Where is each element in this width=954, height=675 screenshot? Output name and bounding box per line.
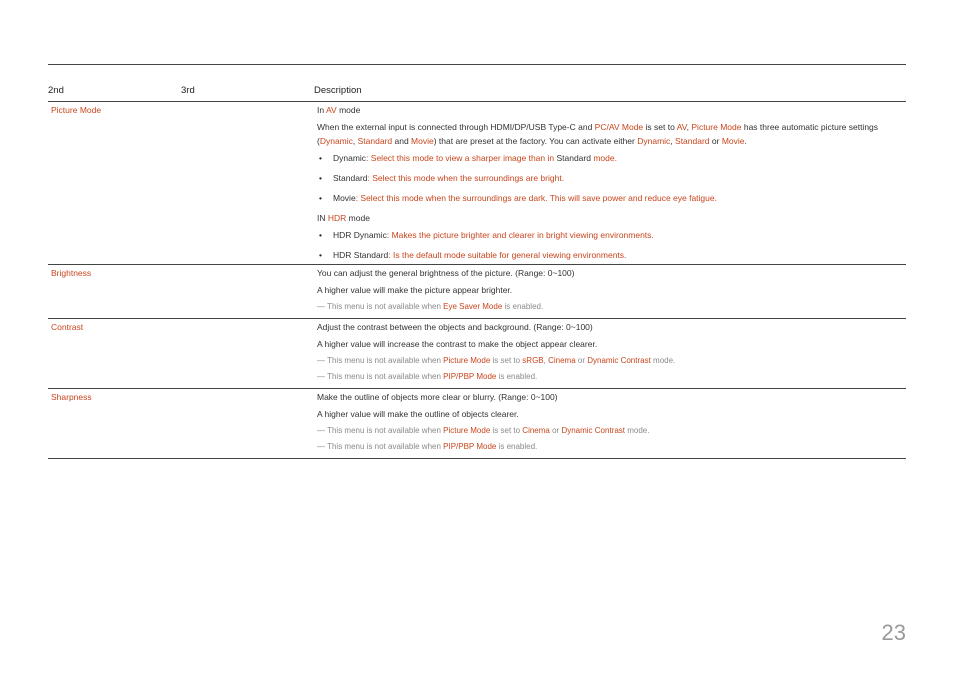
text-segment: mode.	[625, 426, 650, 435]
text-segment: .	[744, 136, 747, 146]
text-segment: HDR Standard	[333, 250, 389, 260]
text-segment: mode	[346, 213, 370, 223]
contrast-note-2	[317, 370, 906, 384]
desc-contrast	[317, 319, 906, 388]
bullet-movie	[317, 191, 906, 205]
sharpness-line-1: Make the outline of objects more clear or blurry. (Range: 0~100)	[317, 392, 558, 402]
bullet-hdr-standard	[317, 248, 906, 262]
desc-brightness	[317, 265, 906, 318]
text-segment: ,	[686, 122, 692, 132]
bullet-icon: •	[319, 250, 322, 260]
highlighted-term: Standard	[357, 136, 393, 146]
hdr-mode-line	[317, 211, 906, 225]
highlighted-term: Dynamic Contrast	[561, 426, 626, 435]
highlighted-term: Eye Saver Mode	[443, 302, 503, 311]
text-segment: is set to	[643, 122, 677, 132]
label-brightness[interactable]: Brightness	[51, 268, 92, 278]
text-segment: IN	[317, 213, 328, 223]
text-segment: ― This menu is not available when	[317, 442, 444, 451]
brightness-line-1: You can adjust the general brightness of the picture. (Range: 0~100)	[317, 268, 575, 278]
sharpness-note-1	[317, 424, 906, 438]
text-segment: or	[575, 356, 588, 365]
row-contrast	[48, 319, 906, 389]
highlighted-term: PC/AV Mode	[594, 122, 644, 132]
text-segment: is enabled.	[496, 372, 538, 381]
text-segment: ,	[352, 136, 358, 146]
highlighted-term: : Makes the picture brighter and clearer in bright viewing environments.	[386, 230, 654, 240]
text-segment: and	[392, 136, 412, 146]
label-sharpness[interactable]: Sharpness	[51, 392, 92, 402]
header-3rd: 3rd	[181, 85, 195, 96]
highlighted-term: PIP/PBP Mode	[443, 442, 497, 451]
text-segment: is enabled.	[496, 442, 538, 451]
highlighted-term: Dynamic Contrast	[587, 356, 651, 365]
bullet-text	[333, 173, 564, 183]
highlighted-term: : Select this mode to view a sharper image than in	[366, 153, 557, 163]
text-segment: or	[549, 426, 562, 435]
text-segment: In	[317, 105, 326, 115]
brightness-line-2: A higher value will make the picture appear brighter.	[317, 285, 513, 295]
text-segment: ― This menu is not available when	[317, 302, 444, 311]
text-segment: has three automatic picture settings (	[317, 122, 879, 146]
text-segment: Dynamic	[333, 153, 367, 163]
text-segment: ― This menu is not available when	[317, 372, 444, 381]
label-picture-mode[interactable]: Picture Mode	[51, 105, 102, 115]
text-segment: or	[709, 136, 722, 146]
highlighted-term: sRGB	[522, 356, 544, 365]
brightness-note-1	[317, 300, 906, 314]
highlighted-term: Dynamic	[319, 136, 353, 146]
highlighted-term: Standard	[675, 136, 710, 146]
header-description: Description	[314, 85, 362, 96]
contrast-line-1: Adjust the contrast between the objects and background. (Range: 0~100)	[317, 322, 593, 332]
text-segment: ,	[670, 136, 676, 146]
desc-picture-mode	[317, 102, 906, 264]
text-segment: is set to	[490, 426, 523, 435]
av-mode-line	[317, 103, 906, 117]
text-segment: is set to	[490, 356, 523, 365]
manual-page	[48, 64, 906, 459]
contrast-line-2: A higher value will increase the contrast to make the object appear clearer.	[317, 339, 598, 349]
text-segment: ― This menu is not available when	[317, 426, 444, 435]
text-segment: When the external input is connected through HDMI/DP/USB Type-C and	[317, 122, 595, 132]
text-segment: mode	[336, 105, 361, 115]
row-sharpness	[48, 389, 906, 459]
text-segment: mode.	[650, 356, 676, 365]
highlighted-term: : Select this mode when the surroundings are bright.	[367, 173, 565, 183]
contrast-note-1	[317, 354, 906, 368]
bullet-icon: •	[319, 230, 322, 240]
text-segment: Standard	[556, 153, 591, 163]
bullet-text	[333, 230, 654, 240]
label-contrast[interactable]: Contrast	[51, 322, 84, 332]
highlighted-term: Dynamic	[637, 136, 671, 146]
bullet-icon: •	[319, 153, 322, 163]
sharpness-line-2: A higher value will make the outline of objects clearer.	[317, 409, 519, 419]
desc-sharpness	[317, 389, 906, 458]
text-segment: ) that are preset at the factory. You can activate either	[433, 136, 638, 146]
highlighted-term: Cinema	[522, 426, 550, 435]
highlighted-term: Picture Mode	[443, 426, 491, 435]
highlighted-term: Cinema	[548, 356, 576, 365]
highlighted-term: PIP/PBP Mode	[443, 372, 497, 381]
row-brightness	[48, 265, 906, 319]
header-2nd: 2nd	[48, 85, 64, 96]
bullet-hdr-dynamic	[317, 228, 906, 242]
bullet-icon: •	[319, 193, 322, 203]
bullet-text	[333, 250, 626, 260]
highlighted-term: AV	[325, 105, 337, 115]
bullet-text	[333, 193, 717, 203]
text-segment: Standard	[333, 173, 368, 183]
highlighted-term: mode.	[590, 153, 617, 163]
highlighted-term: Picture Mode	[443, 356, 491, 365]
text-segment: ,	[543, 356, 549, 365]
sharpness-note-2	[317, 440, 906, 454]
highlighted-term: AV	[676, 122, 687, 132]
bullet-icon: •	[319, 173, 322, 183]
bullet-text	[333, 153, 617, 163]
highlighted-term: Picture Mode	[691, 122, 742, 132]
highlighted-term: Movie	[411, 136, 434, 146]
external-input-paragraph	[317, 120, 906, 148]
bullet-standard	[317, 171, 906, 185]
bullet-dynamic	[317, 151, 906, 165]
text-segment: Movie	[333, 193, 356, 203]
text-segment: is enabled.	[502, 302, 544, 311]
highlighted-term: Movie	[721, 136, 745, 146]
page-number: 23	[881, 620, 906, 645]
text-segment: HDR Dynamic	[333, 230, 387, 240]
text-segment: ― This menu is not available when	[317, 356, 444, 365]
table-header	[48, 65, 906, 102]
row-picture-mode	[48, 102, 906, 265]
highlighted-term: : Is the default mode suitable for general viewing environments.	[388, 250, 627, 260]
highlighted-term: : Select this mode when the surroundings are dark. This will save power and reduce eye fatigue.	[355, 193, 717, 203]
highlighted-term: HDR	[327, 213, 347, 223]
